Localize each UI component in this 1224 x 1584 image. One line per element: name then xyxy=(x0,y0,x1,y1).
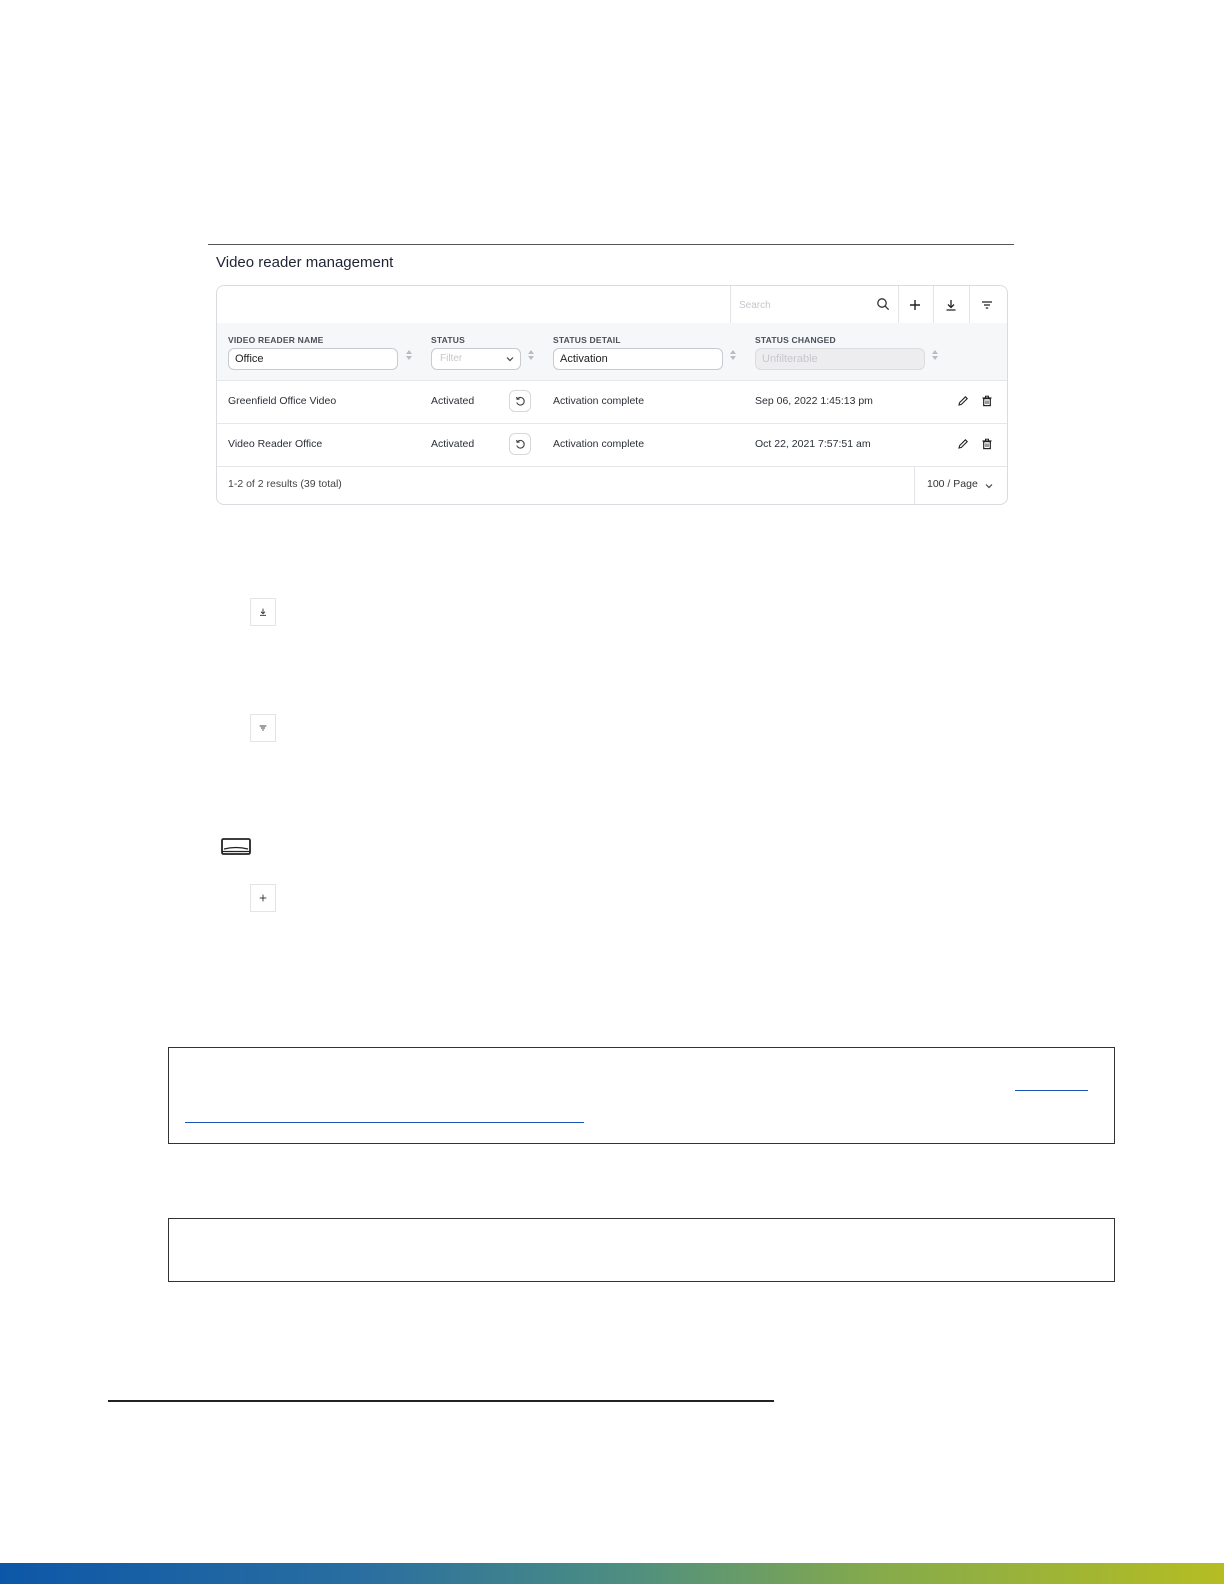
add-icon xyxy=(909,299,921,311)
column-header-status-changed: STATUS CHANGED xyxy=(755,335,836,345)
status-filter-select[interactable] xyxy=(431,348,521,370)
table-header xyxy=(217,323,1007,381)
delete-icon[interactable] xyxy=(981,438,993,450)
reader-status-detail: Activation complete xyxy=(553,438,645,450)
edit-icon[interactable] xyxy=(957,438,969,450)
column-header-name: VIDEO READER NAME xyxy=(228,335,324,345)
reader-name: Greenfield Office Video xyxy=(228,395,337,407)
video-reader-table-card xyxy=(216,285,1008,505)
name-filter-input[interactable] xyxy=(228,348,398,370)
status-detail-filter-input[interactable] xyxy=(553,348,723,370)
reader-status-changed: Oct 22, 2021 7:57:51 am xyxy=(755,438,871,450)
chevron-down-icon xyxy=(985,482,993,490)
add-button-example xyxy=(250,884,276,912)
refresh-icon xyxy=(515,439,526,450)
page-size-label: 100 / Page xyxy=(927,478,978,490)
add-button[interactable] xyxy=(897,286,934,323)
filter-icon xyxy=(259,724,267,732)
chevron-down-icon xyxy=(506,355,514,363)
filter-button[interactable] xyxy=(969,286,1005,323)
reader-status-changed: Sep 06, 2022 1:45:13 pm xyxy=(755,395,873,407)
brand-gradient-bar xyxy=(0,1563,1224,1584)
search-box xyxy=(730,286,899,323)
panel-title: Video reader management xyxy=(216,254,394,271)
note-box xyxy=(168,1047,1115,1144)
note-box xyxy=(168,1218,1115,1282)
filter-icon xyxy=(981,299,993,311)
column-header-status: STATUS xyxy=(431,335,465,345)
sort-icon[interactable] xyxy=(931,347,939,363)
download-button[interactable] xyxy=(933,286,970,323)
refresh-status-button[interactable] xyxy=(509,390,531,412)
refresh-status-button[interactable] xyxy=(509,433,531,455)
sort-icon[interactable] xyxy=(405,347,413,363)
reader-name: Video Reader Office xyxy=(228,438,323,450)
refresh-icon xyxy=(515,396,526,407)
delete-icon[interactable] xyxy=(981,395,993,407)
reader-status: Activated xyxy=(431,395,475,407)
download-icon xyxy=(259,608,267,616)
top-divider xyxy=(208,244,1014,245)
table-toolbar xyxy=(217,286,1007,324)
hyperlink-underline[interactable] xyxy=(1015,1090,1088,1091)
edit-icon[interactable] xyxy=(957,395,969,407)
footnote-rule xyxy=(108,1400,774,1402)
add-icon xyxy=(259,894,267,902)
reader-status-detail: Activation complete xyxy=(553,395,645,407)
table-footer xyxy=(217,466,1007,504)
sort-icon[interactable] xyxy=(527,347,535,363)
search-input[interactable] xyxy=(737,294,871,316)
filter-button-example xyxy=(250,714,276,742)
table-row[interactable] xyxy=(217,381,1007,424)
search-icon[interactable] xyxy=(876,297,890,311)
download-icon xyxy=(945,299,957,311)
column-header-status-detail: STATUS DETAIL xyxy=(553,335,621,345)
screen-icon xyxy=(221,838,251,856)
status-changed-filter-input xyxy=(755,348,925,370)
download-button-example xyxy=(250,598,276,626)
reader-status: Activated xyxy=(431,438,475,450)
page-size-select[interactable] xyxy=(914,466,1008,504)
table-row[interactable] xyxy=(217,424,1007,467)
status-filter-placeholder: Filter xyxy=(440,353,463,364)
results-count: 1-2 of 2 results (39 total) xyxy=(228,478,342,490)
sort-icon[interactable] xyxy=(729,347,737,363)
hyperlink-underline[interactable] xyxy=(185,1122,584,1123)
